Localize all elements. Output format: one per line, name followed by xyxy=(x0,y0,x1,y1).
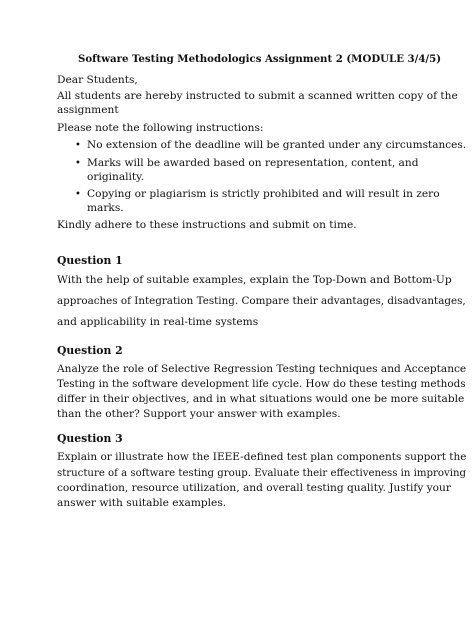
bullet-item-line: Copying or plagiarism is strictly prohibited and will result in zero xyxy=(87,188,440,200)
question-heading: Question 2 xyxy=(57,344,123,357)
question-line: approaches of Integration Testing. Compare their advantages, disadvantages, xyxy=(57,295,466,307)
question-heading: Question 3 xyxy=(57,432,123,445)
bullet-item-line: Marks will be awarded based on representation, content, and xyxy=(87,157,419,169)
question-line: Analyze the role of Selective Regression Testing techniques and Acceptance xyxy=(57,363,467,375)
question-line: answer with suitable examples. xyxy=(57,497,227,509)
bullet-icon: • xyxy=(75,140,81,151)
bullet-item-line: originality. xyxy=(87,171,145,183)
greeting: Dear Students, xyxy=(57,74,138,86)
document-title: Software Testing Methodologics Assignment 2 (MODULE 3/4/5) xyxy=(78,53,442,65)
question-line: With the help of suitable examples, explain the Top-Down and Bottom-Up xyxy=(57,274,452,286)
bullet-item-line: No extension of the deadline will be granted under any circumstances. xyxy=(87,139,467,151)
question-line: structure of a software testing group. Evaluate their effectiveness in improving xyxy=(57,467,467,479)
intro-line: assignment xyxy=(57,104,119,116)
question-line: coordination, resource utilization, and overall testing quality. Justify your xyxy=(57,482,451,494)
question-heading: Question 1 xyxy=(57,254,123,267)
question-line: than the other? Support your answer with examples. xyxy=(57,408,341,420)
intro-line: All students are hereby instructed to submit a scanned written copy of the xyxy=(57,90,458,102)
question-line: Testing in the software development life cycle. How do these testing methods xyxy=(57,378,466,390)
closing-note: Kindly adhere to these instructions and submit on time. xyxy=(57,219,357,231)
bullet-icon: • xyxy=(75,189,81,200)
instructions-heading: Please note the following instructions: xyxy=(57,122,264,134)
question-line: and applicability in real-time systems xyxy=(57,316,259,328)
bullet-icon: • xyxy=(75,158,81,169)
bullet-item-line: marks. xyxy=(87,202,124,214)
question-line: Explain or illustrate how the IEEE-defined test plan components support the xyxy=(57,451,467,463)
question-line: differ in their objectives, and in what situations would one be more suitable xyxy=(57,393,465,405)
